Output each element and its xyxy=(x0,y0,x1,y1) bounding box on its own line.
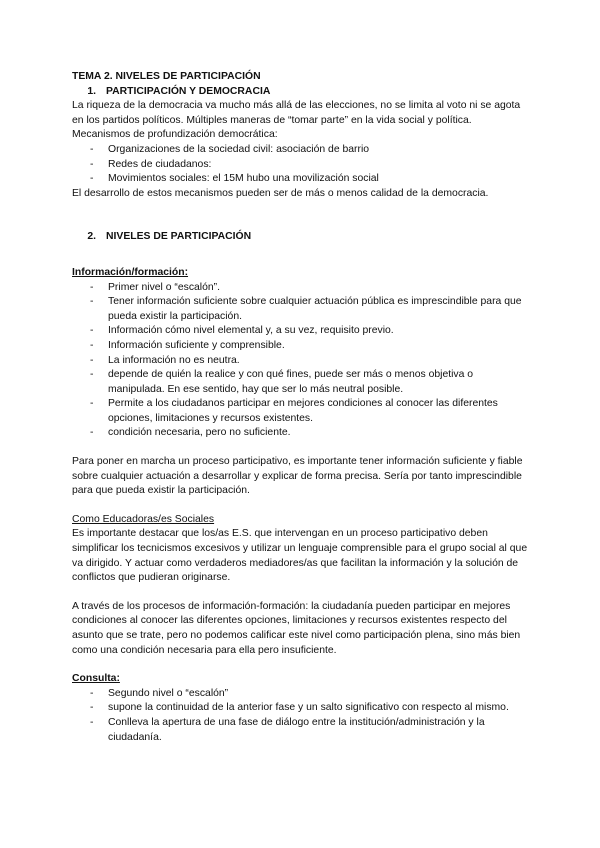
section-2-title: NIVELES DE PARTICIPACIÓN xyxy=(106,231,252,243)
consulta-list xyxy=(72,687,532,745)
list-item: - Información suficiente y comprensible. xyxy=(90,339,285,351)
section-1-paragraph: La riqueza de la democracia va mucho más allá de las elecciones, no se limita al voto ni se agota en los partidos políticos. Múltiples maneras de “tomar parte” en la vida social y política. xyxy=(72,100,521,126)
list-item: - Movimientos sociales: el 15M hubo una movilización social xyxy=(90,173,379,185)
section-2-heading xyxy=(72,230,532,245)
section-1-closing: El desarrollo de estos mecanismos pueden ser de más o menos calidad de la democracia. xyxy=(72,187,489,199)
section-1-title: PARTICIPACIÓN Y DEMOCRACIA xyxy=(106,85,271,97)
list-item: - depende de quién la realice y con qué fines, puede ser más o menos objetiva o manipulada. En ese sentido, hay que ser lo más neutral posible. xyxy=(90,369,474,395)
mechanisms-label: Mecanismos de profundización democrática: xyxy=(72,129,278,141)
list-item: - supone la continuidad de la anterior fase y un salto significativo con respecto al mismo. xyxy=(90,702,509,714)
section-2-number: 2. xyxy=(87,231,96,243)
info-list xyxy=(72,281,532,442)
section-1-number: 1. xyxy=(87,85,96,97)
list-item: - Permite a los ciudadanos participar en mejores condiciones al conocer las diferentes opciones, limitaciones y recursos existentes. xyxy=(90,398,498,424)
list-item: - Información cómo nivel elemental y, a su vez, requisito previo. xyxy=(90,325,394,337)
info-paragraph: Para poner en marcha un proceso participativo, es importante tener información suficiente y fiable sobre cualquier actuación a desarrollar y explicar de forma precisa. Sería por tanto imprescindible para que pueda existir la participación. xyxy=(72,456,523,497)
section-1-heading xyxy=(72,85,532,100)
list-item: - Tener información suficiente sobre cualquier actuación pública es imprescindible para que pueda existir la participación. xyxy=(90,296,522,322)
list-item: - Redes de ciudadanos: xyxy=(90,158,212,170)
consulta-heading: Consulta: xyxy=(72,673,120,685)
document-title: TEMA 2. NIVELES DE PARTICIPACIÓN xyxy=(72,71,261,82)
list-item: - condición necesaria, pero no suficiente. xyxy=(90,427,291,439)
list-item: - Conlleva la apertura de una fase de diálogo entre la institución/administración y la ciudadanía. xyxy=(90,716,485,743)
list-item: - Organizaciones de la sociedad civil: asociación de barrio xyxy=(90,143,370,155)
document-body xyxy=(72,70,532,745)
list-item: - Segundo nivel o “escalón” xyxy=(90,687,229,699)
mechanisms-list xyxy=(72,143,532,187)
info-heading: Información/formación: xyxy=(72,266,189,278)
list-item: - La información no es neutra. xyxy=(90,354,240,366)
list-item: - Primer nivel o “escalón”. xyxy=(90,281,221,293)
process-paragraph: A través de los procesos de información-formación: la ciudadanía pueden participar en mejores condiciones al conocer las diferentes opciones, limitaciones y recursos existentes respecto del asunto que se trate, pero no podemos calificar este nivel como participación plena, sino más bien como una condición necesaria para ella pero insuficiente. xyxy=(72,600,521,656)
educators-heading: Como Educadoras/es Sociales xyxy=(72,513,215,525)
educators-paragraph: Es importante destacar que los/as E.S. que intervengan en un proceso participativo deben simplificar los tecnicismos excesivos y utilizar un lenguaje comprensible para el grupo social al que va dirigido. Y actuar como verdaderos mediadores/as que facilitan la información y la solución de conflictos que pudieran originarse. xyxy=(72,528,528,584)
